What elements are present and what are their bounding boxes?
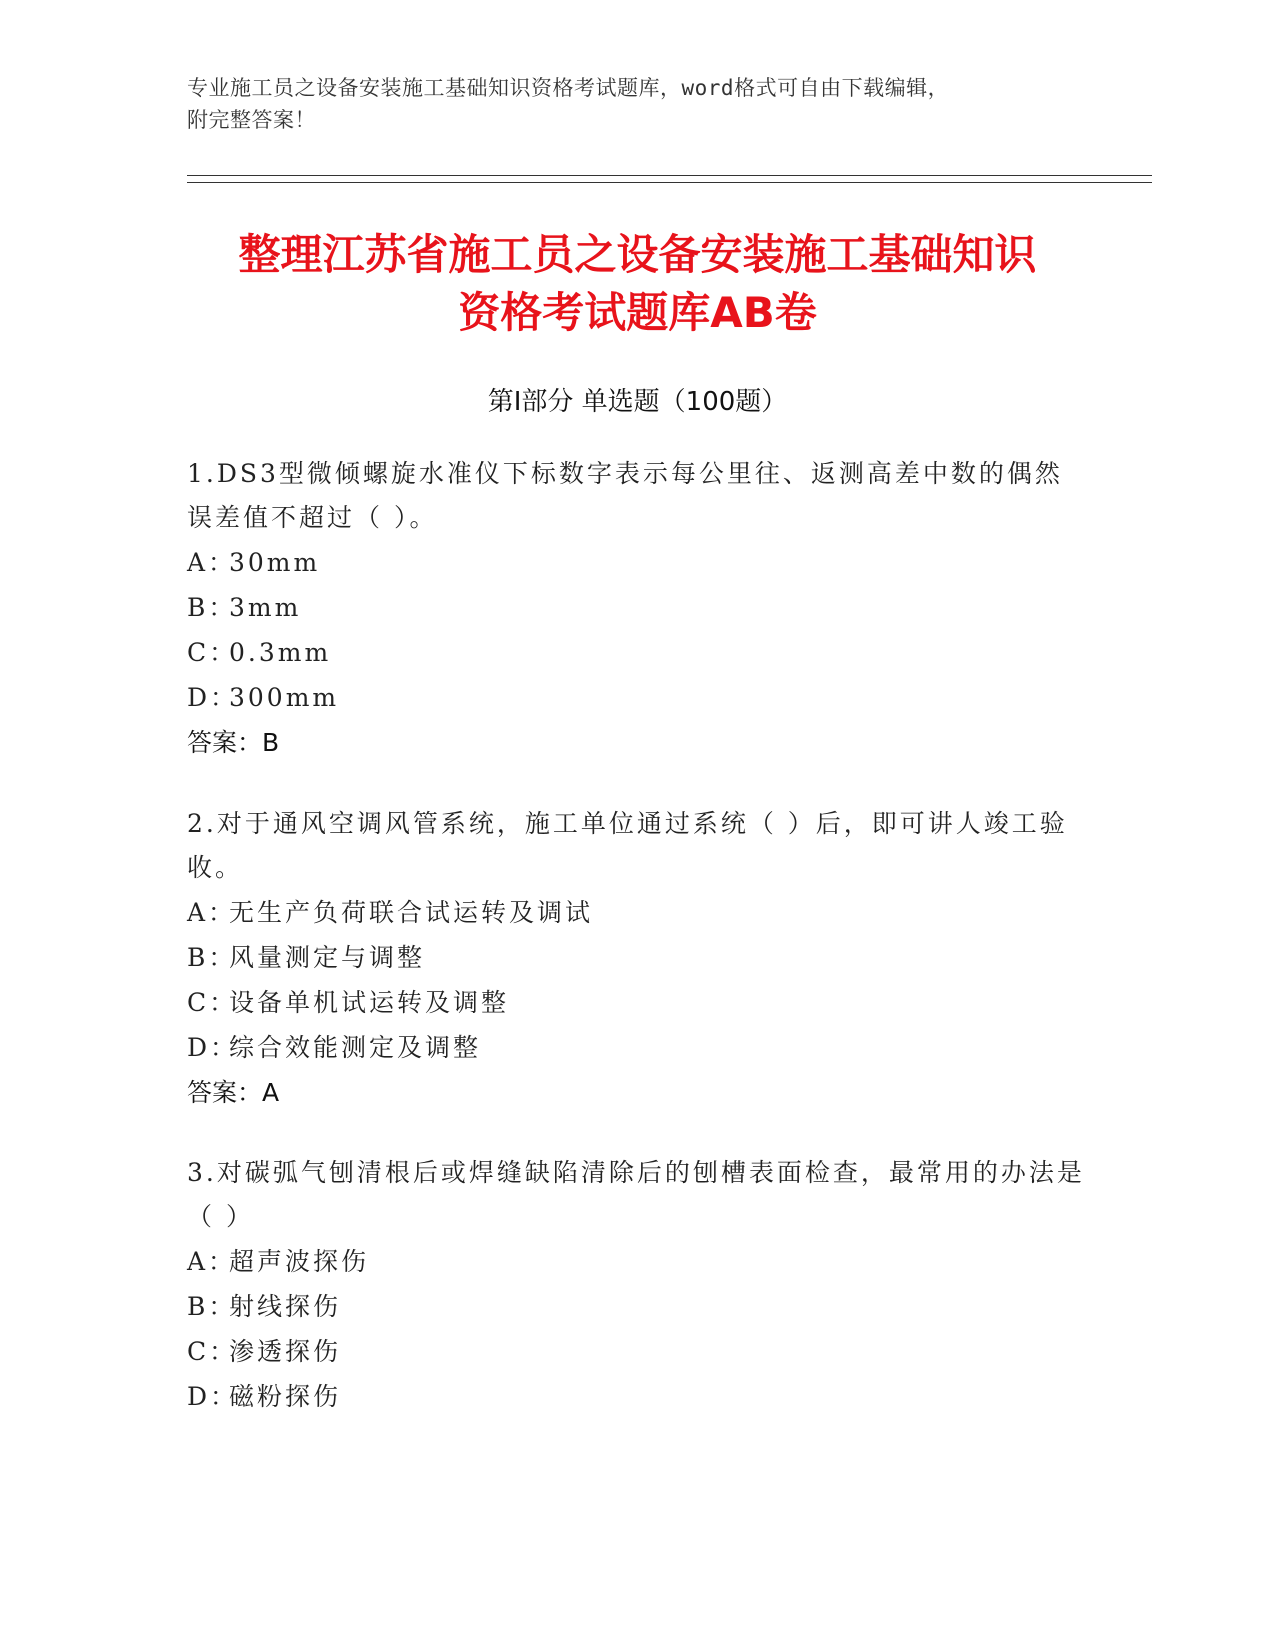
- document-title: [137, 226, 1138, 342]
- option-text: 风量测定与调整: [229, 943, 426, 972]
- option-key: B：: [187, 1292, 237, 1321]
- option-key: A：: [187, 1247, 237, 1276]
- option-text: 30mm: [229, 548, 321, 577]
- option-a: [187, 890, 1087, 935]
- option-b: [187, 585, 1087, 630]
- option-d: [187, 675, 1087, 720]
- option-key: A：: [187, 898, 237, 927]
- option-text: 300mm: [229, 683, 340, 712]
- option-a: [187, 1239, 1087, 1284]
- option-key: D：: [187, 1033, 239, 1062]
- question-text: 2.对于通风空调风管系统，施工单位通过系统（ ）后，即可讲人竣工验收。: [187, 809, 1068, 882]
- option-key: C：: [187, 638, 238, 667]
- question-3: [187, 1151, 1087, 1419]
- section-title: 第Ⅰ部分 单选题（100题）: [487, 387, 788, 417]
- question-text: 1.DS3型微倾螺旋水准仪下标数字表示每公里往、返测高差中数的偶然误差值不超过（ ）。: [187, 459, 1063, 532]
- question-1: [187, 452, 1087, 766]
- option-text: 磁粉探伤: [229, 1382, 342, 1411]
- option-text: 3mm: [229, 593, 302, 622]
- question-2: [187, 802, 1087, 1116]
- header-divider-bottom: [187, 182, 1152, 183]
- option-b: [187, 1284, 1087, 1329]
- option-c: [187, 980, 1087, 1025]
- option-text: 无生产负荷联合试运转及调试: [229, 898, 594, 927]
- option-b: [187, 935, 1087, 980]
- option-text: 设备单机试运转及调整: [229, 988, 510, 1017]
- option-key: A：: [187, 548, 237, 577]
- option-key: C：: [187, 988, 238, 1017]
- document-title-line-2: 资格考试题库AB卷: [458, 288, 817, 337]
- header-divider-top: [187, 175, 1152, 176]
- option-d: [187, 1374, 1087, 1419]
- option-key: D：: [187, 1382, 239, 1411]
- option-text: 综合效能测定及调整: [229, 1033, 482, 1062]
- option-key: C：: [187, 1337, 238, 1366]
- answer: 答案：A: [187, 1078, 280, 1107]
- answer: 答案：B: [187, 728, 280, 757]
- option-text: 射线探伤: [229, 1292, 342, 1321]
- option-c: [187, 630, 1087, 675]
- header-note-line-1: 专业施工员之设备安装施工基础知识资格考试题库，word格式可自由下载编辑，: [187, 76, 950, 100]
- document-title-line-1: 整理江苏省施工员之设备安装施工基础知识: [238, 230, 1037, 279]
- option-d: [187, 1025, 1087, 1070]
- option-key: D：: [187, 683, 239, 712]
- question-text: 3.对碳弧气刨清根后或焊缝缺陷清除后的刨槽表面检查，最常用的办法是（ ）: [187, 1158, 1085, 1231]
- header-note-line-2: 附完整答案！: [187, 108, 316, 132]
- header-note: [187, 72, 1087, 136]
- option-key: B：: [187, 593, 237, 622]
- option-text: 渗透探伤: [229, 1337, 342, 1366]
- option-a: [187, 540, 1087, 585]
- option-text: 超声波探伤: [229, 1247, 370, 1276]
- option-c: [187, 1329, 1087, 1374]
- option-text: 0.3mm: [229, 638, 332, 667]
- option-key: B：: [187, 943, 237, 972]
